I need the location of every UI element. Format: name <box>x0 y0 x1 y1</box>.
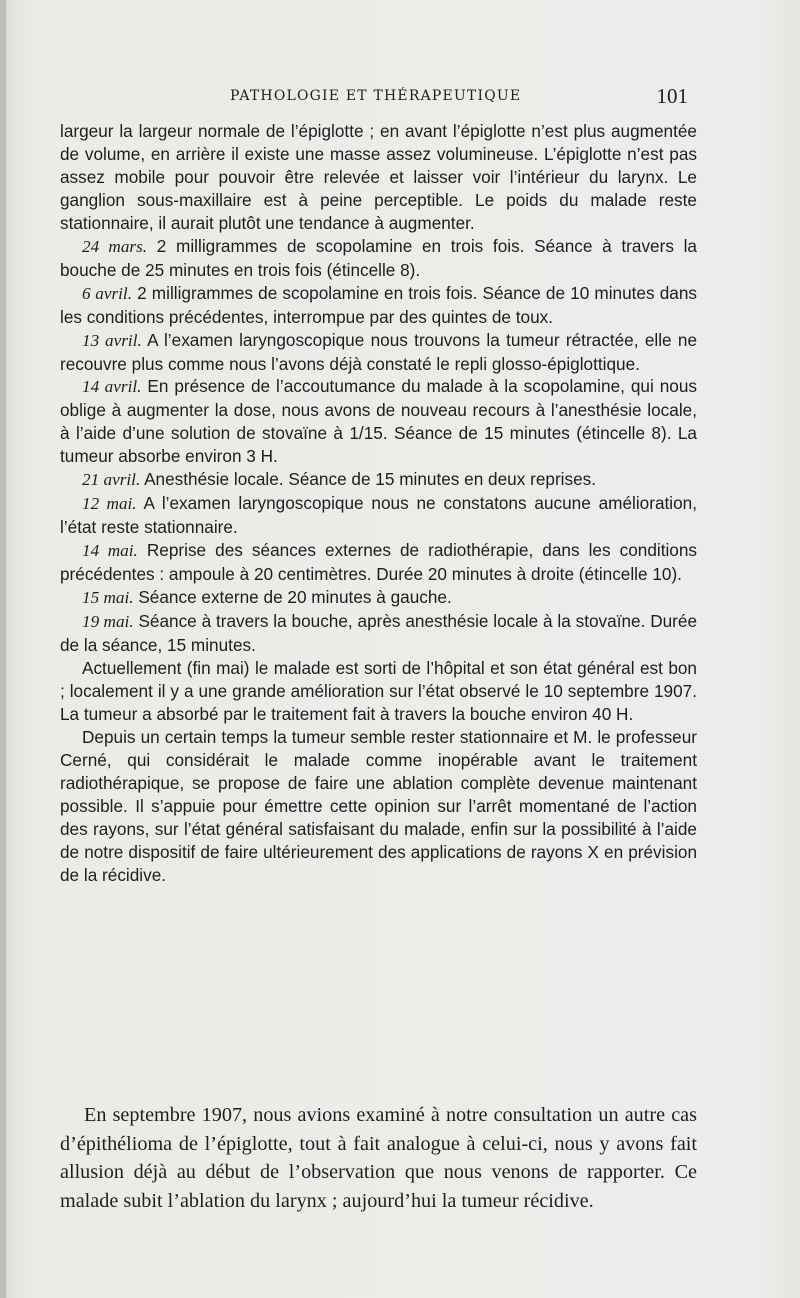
entry-date: 15 mai. <box>82 588 134 608</box>
entry-date: 14 avril. <box>82 377 142 397</box>
entry-date: 14 mai. <box>82 541 138 561</box>
dated-entry <box>60 610 697 657</box>
paragraph <box>60 120 697 235</box>
paragraph-text: largeur la largeur normale de l’épiglotte ; en avant l’épiglotte n’est plus augmentée de volume, en arrière il existe une masse assez volumineuse. L’épiglotte n’est pas assez mobile pour pouvoir être relevée et laisser voir l’intérieur du larynx. Le ganglion sous-maxillaire est à peine perceptible. Le poids du malade reste stationnaire, il aurait plutôt une tendance à augmenter. <box>60 121 697 233</box>
dated-entry <box>60 329 697 376</box>
entry-text: Séance à travers la bouche, après anesthésie locale à la stovaïne. Durée de la séance, 15 minutes. <box>60 611 698 655</box>
paragraph-text: Depuis un certain temps la tumeur semble rester stationnaire et M. le professeur Cerné, qui considérait le malade comme inopérable avant le traitement radiothérapique, se propose de faire une ablation complète devenue maintenant possible. Il s’appuie pour émettre cette opinion sur l’arrêt momentané de l’action des rayons, sur l’état général satisfaisant du malade, enfin sur la possibilité à l’aide de notre dispositif de faire ultérieurement des applications de rayons X en prévision de la récidive. <box>60 726 697 885</box>
page-number: 101 <box>656 84 688 108</box>
running-head: PATHOLOGIE ET THÉRAPEUTIQUE <box>230 88 522 104</box>
page-edge-shadow <box>0 0 6 1298</box>
entry-text: En présence de l’accoutumance du malade à la scopolamine, qui nous oblige à augmenter la dose, nous avons de nouveau recours à l’anesthésie locale, à l’aide d’une solution de stovaïne à 1/15. Séance de 15 minutes (étincelle 8). La tumeur absorbe environ 3 H. <box>60 376 697 467</box>
closing-paragraph <box>60 1101 697 1215</box>
entry-date: 21 avril. <box>82 470 141 490</box>
paragraph <box>60 726 697 887</box>
entry-date: 6 avril. <box>82 283 132 303</box>
page-header <box>150 84 690 114</box>
entry-date: 19 mai. <box>82 612 134 632</box>
entry-date: 24 mars. <box>82 236 148 256</box>
dated-entry <box>60 375 697 468</box>
entry-text: Séance externe de 20 minutes à gauche. <box>133 587 452 608</box>
dated-entry <box>60 282 697 329</box>
entry-date: 13 avril. <box>82 330 142 350</box>
dated-entry <box>60 468 697 492</box>
dated-entry <box>60 586 697 610</box>
entry-text: 2 milligrammes de scopolamine en trois fois. Séance à travers la bouche de 25 minutes en trois fois (étincelle 8). <box>60 235 697 280</box>
paragraph-text: Actuellement (fin mai) le malade est sorti de l’hôpital et son état général est bon ; localement il y a une grande amélioration sur l’état observé le 10 septembre 1907. La tumeur a absorbé par le traitement fait à travers la bouche environ 40 H. <box>60 657 697 724</box>
entry-text: Anesthésie locale. Séance de 15 minutes en deux reprises. <box>140 469 597 490</box>
entry-text: 2 milligrammes de scopolamine en trois fois. Séance de 10 minutes dans les conditions précédentes, interrompue par des quintes de toux. <box>60 282 697 327</box>
entry-text: Reprise des séances externes de radiothérapie, dans les conditions précédentes : ampoule à 20 centimètres. Durée 20 minutes à droite (étincelle 10). <box>60 540 698 585</box>
entry-text: A l’examen laryngoscopique nous trouvons la tumeur rétractée, elle ne recouvre plus comme nous l’avons déjà constaté le repli glosso-épiglottique. <box>60 329 698 374</box>
observation-text <box>60 120 697 886</box>
entry-date: 12 mai. <box>82 494 137 514</box>
entry-text: A l’examen laryngoscopique nous ne constatons aucune amélioration, l’état reste stationnaire. <box>60 493 697 538</box>
closing-paragraph-text: En septembre 1907, nous avions examiné à notre consultation un autre cas d’épithélioma de l’épiglotte, tout à fait analogue à celui-ci, nous y avons fait allusion déjà au début de l’observation que nous venons de rapporter. Ce malade subit l’ablation du larynx ; aujourd’hui la tumeur récidive. <box>60 1104 697 1212</box>
dated-entry <box>60 235 697 282</box>
dated-entry <box>60 539 697 586</box>
dated-entry <box>60 492 697 539</box>
paragraph <box>60 657 697 726</box>
